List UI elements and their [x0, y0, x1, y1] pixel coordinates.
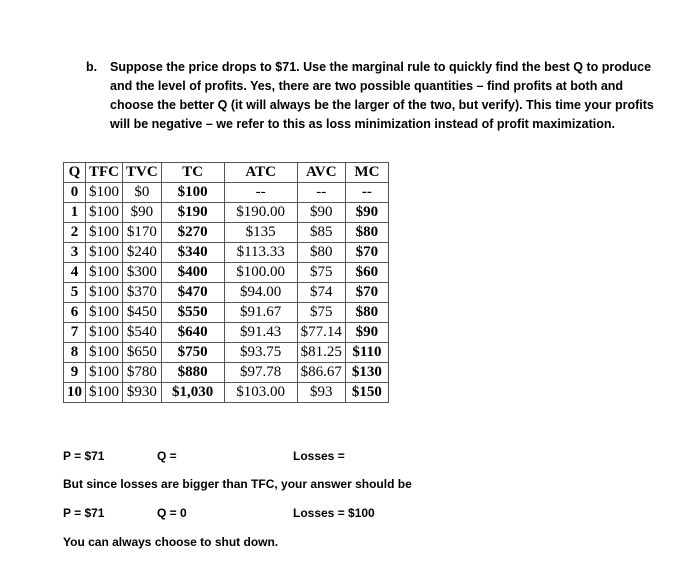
table-cell: $100 [86, 203, 123, 223]
answer2-price: P = $71 [63, 506, 105, 520]
table-row [64, 383, 389, 403]
table-cell: $880 [161, 363, 224, 383]
table-cell: $77.14 [297, 323, 345, 343]
table-row [64, 243, 389, 263]
table-cell: $640 [161, 323, 224, 343]
table-cell: -- [297, 183, 345, 203]
table-cell: $80 [345, 223, 388, 243]
table-cell: $90 [345, 203, 388, 223]
table-cell: $1,030 [161, 383, 224, 403]
table-row [64, 183, 389, 203]
table-cell: $80 [345, 303, 388, 323]
table-cell: $93.75 [224, 343, 297, 363]
table-cell: $750 [161, 343, 224, 363]
table-body [64, 183, 389, 403]
table-cell: $370 [123, 283, 162, 303]
table-cell: 10 [64, 383, 86, 403]
table-cell: $100 [86, 343, 123, 363]
table-cell: $97.78 [224, 363, 297, 383]
header-mc: MC [345, 163, 388, 183]
question-label: b. [86, 60, 98, 74]
table-cell: 0 [64, 183, 86, 203]
table-cell: $100 [86, 323, 123, 343]
table-cell: $75 [297, 263, 345, 283]
header-tvc: TVC [123, 163, 162, 183]
table-cell: 5 [64, 283, 86, 303]
table-cell: $100 [86, 263, 123, 283]
table-cell: $103.00 [224, 383, 297, 403]
table-cell: 1 [64, 203, 86, 223]
answer2-losses: Losses = $100 [293, 506, 375, 520]
table-cell: $90 [123, 203, 162, 223]
question-block [86, 58, 656, 134]
table-cell: $190.00 [224, 203, 297, 223]
table-cell: $130 [345, 363, 388, 383]
header-tfc: TFC [86, 163, 123, 183]
table-cell: $100 [161, 183, 224, 203]
table-header-row [64, 163, 389, 183]
cost-table [63, 162, 389, 403]
table-cell: 8 [64, 343, 86, 363]
table-cell: $74 [297, 283, 345, 303]
table-cell: $190 [161, 203, 224, 223]
header-avc: AVC [297, 163, 345, 183]
table-row [64, 303, 389, 323]
table-cell: $650 [123, 343, 162, 363]
table-cell: $94.00 [224, 283, 297, 303]
table-cell: $100 [86, 223, 123, 243]
table-cell: $113.33 [224, 243, 297, 263]
table-cell: $100 [86, 383, 123, 403]
table-cell: $340 [161, 243, 224, 263]
table-cell: $86.67 [297, 363, 345, 383]
table-cell: $81.25 [297, 343, 345, 363]
table-cell: $80 [297, 243, 345, 263]
table-cell: $93 [297, 383, 345, 403]
table-cell: $135 [224, 223, 297, 243]
table-cell: $90 [345, 323, 388, 343]
question-text: Suppose the price drops to $71. Use the marginal rule to quickly find the best Q to produce and the level of profits. Yes, there are two possible quantities – find profits at both and choose the better Q (it will always be the larger of the two, but verify). This time your profits will be negative – we refer to this as loss minimization instead of profit maximization. [110, 60, 654, 131]
table-cell: $100 [86, 363, 123, 383]
table-cell: $400 [161, 263, 224, 283]
table-cell: $91.43 [224, 323, 297, 343]
table-cell: $170 [123, 223, 162, 243]
table-cell: 2 [64, 223, 86, 243]
table-cell: $470 [161, 283, 224, 303]
table-cell: -- [224, 183, 297, 203]
note-text: But since losses are bigger than TFC, your answer should be [63, 477, 412, 491]
table-cell: -- [345, 183, 388, 203]
table-cell: 9 [64, 363, 86, 383]
table-row [64, 363, 389, 383]
table-cell: $60 [345, 263, 388, 283]
table-cell: $240 [123, 243, 162, 263]
table-cell: $90 [297, 203, 345, 223]
table-cell: $300 [123, 263, 162, 283]
closing-text: You can always choose to shut down. [63, 535, 279, 549]
table-cell: $150 [345, 383, 388, 403]
header-q: Q [64, 163, 86, 183]
answer1-price: P = $71 [63, 449, 105, 463]
table-cell: 7 [64, 323, 86, 343]
table-cell: $70 [345, 283, 388, 303]
table-row [64, 283, 389, 303]
answer1-losses: Losses = [293, 449, 345, 463]
table-cell: $100 [86, 303, 123, 323]
table-cell: $100 [86, 183, 123, 203]
table-cell: $75 [297, 303, 345, 323]
header-tc: TC [161, 163, 224, 183]
table-cell: $930 [123, 383, 162, 403]
table-cell: 4 [64, 263, 86, 283]
answer1-quantity: Q = [157, 449, 177, 463]
table-cell: $550 [161, 303, 224, 323]
table-row [64, 263, 389, 283]
table-cell: $270 [161, 223, 224, 243]
table-cell: $110 [345, 343, 388, 363]
table-row [64, 223, 389, 243]
header-atc: ATC [224, 163, 297, 183]
table-row [64, 203, 389, 223]
table-row [64, 343, 389, 363]
table-cell: $540 [123, 323, 162, 343]
table-cell: $100 [86, 243, 123, 263]
table-cell: $100 [86, 283, 123, 303]
table-cell: $780 [123, 363, 162, 383]
table-row [64, 323, 389, 343]
table-cell: $85 [297, 223, 345, 243]
table-cell: $70 [345, 243, 388, 263]
answer2-quantity: Q = 0 [157, 506, 187, 520]
table-cell: $450 [123, 303, 162, 323]
table-cell: $91.67 [224, 303, 297, 323]
table-cell: $100.00 [224, 263, 297, 283]
table-cell: 3 [64, 243, 86, 263]
table-cell: $0 [123, 183, 162, 203]
table-cell: 6 [64, 303, 86, 323]
